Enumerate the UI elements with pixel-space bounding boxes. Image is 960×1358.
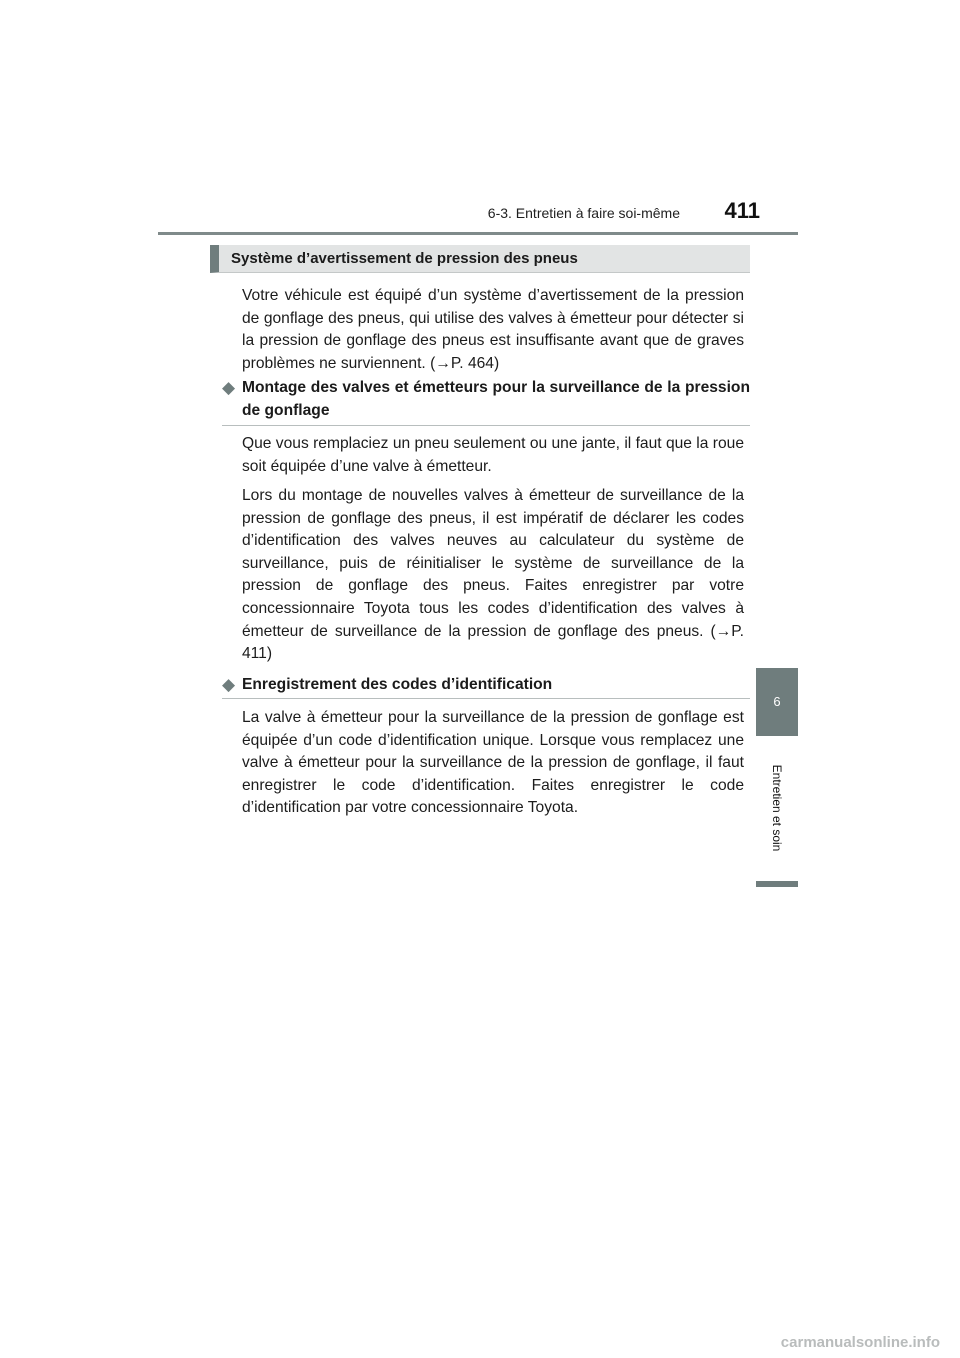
diamond-bullet-icon: ◆ <box>222 378 236 397</box>
header-section-title: 6-3. Entretien à faire soi-même <box>487 205 680 221</box>
subsection-heading-valves-text: Montage des valves et émetteurs pour la surveillance de la pression de gonflage <box>242 379 750 419</box>
side-tab-label <box>756 736 798 881</box>
page-number: 411 <box>724 198 760 223</box>
section-heading <box>210 245 750 273</box>
intro-paragraph: Votre véhicule est équipé d’un système d’avertissement de la pression de gonflage des pneus, qui utilise des valves à émetteur pour détecter si la pression de gonflage des pneus est insuffisante avant que de graves problèmes ne surviennent. (→P. 464) <box>242 287 744 372</box>
side-tab-number: 6 <box>756 668 798 736</box>
subsection-heading-codes <box>222 674 750 699</box>
watermark: carmanualsonline.info <box>780 1334 940 1351</box>
valves-paragraph-1: Que vous remplaciez un pneu seulement ou une jante, il faut que la roue soit équipée d’une valve à émetteur. <box>242 435 744 475</box>
section-heading-text: Système d’avertissement de pression des pneus <box>231 250 578 267</box>
subsection-heading-codes-text: Enregistrement des codes d’identification <box>242 676 553 693</box>
side-tab-bar <box>756 881 798 887</box>
codes-paragraph-1: La valve à émetteur pour la surveillance de la pression de gonflage est équipée d’un code d’identification unique. Lorsque vous remplacez une valve à émetteur pour la surveillance de la pression de gonflage, il faut enregistrer le code d’identification. Faites enregistrer le code d’identification par votre concessionnaire Toyota. <box>242 709 744 817</box>
subsection-heading-valves <box>222 377 750 426</box>
header-rule <box>158 232 798 235</box>
side-tab-label-text: Entretien et soin <box>770 764 784 852</box>
diamond-bullet-icon: ◆ <box>222 675 236 694</box>
valves-paragraph-2: Lors du montage de nouvelles valves à émetteur de surveillance de la pression de gonflage des pneus, il est impératif de déclarer les codes d’identification des valves neuves au calculateur du système de surveillance, puis de réinitialiser le système de surveillance de la pression de gonflage des pneus. Faites enregistrer par votre concessionnaire Toyota tous les codes d’identification des valves à émetteur de surveillance de la pression de gonflage des pneus. (→P. 411) <box>242 487 744 663</box>
